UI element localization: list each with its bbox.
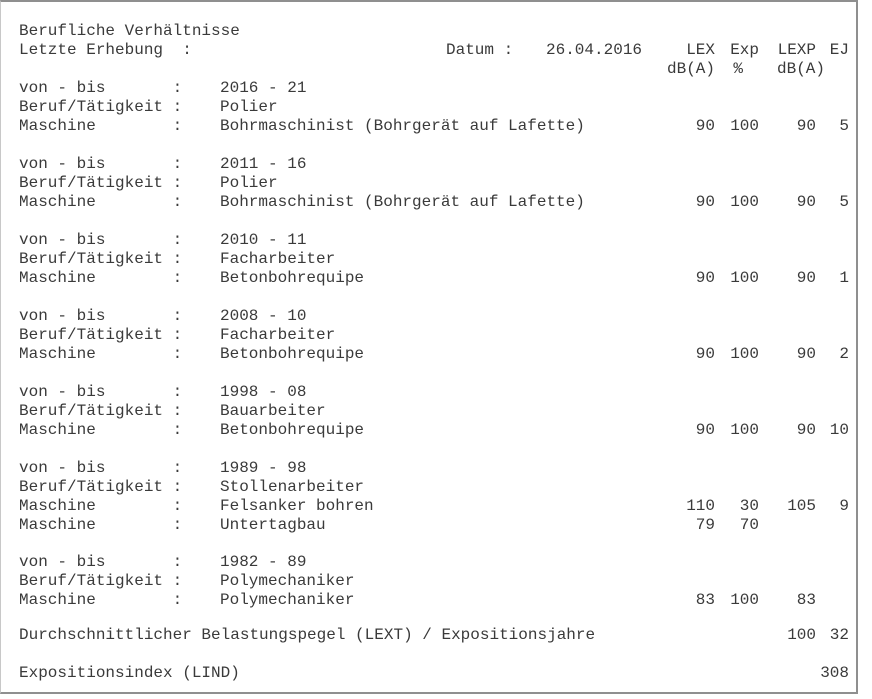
period-value: 1982 - 89: [220, 553, 307, 571]
job-value: Facharbeiter: [220, 250, 336, 268]
period-label: von - bis :: [19, 155, 183, 173]
machine-value: Felsanker bohren: [220, 497, 374, 515]
period-label: von - bis :: [19, 553, 183, 571]
lex-value: 83: [695, 591, 715, 609]
machine-label: Maschine :: [19, 269, 183, 287]
document-title: Berufliche Verhältnisse: [19, 22, 240, 40]
period-value: 1989 - 98: [220, 459, 307, 477]
exp-value: 100: [730, 345, 759, 363]
machine-value: Bohrmaschinist (Bohrgerät auf Lafette): [220, 117, 585, 135]
lexp-value: 90: [796, 269, 816, 287]
period-label: von - bis :: [19, 383, 183, 401]
job-label: Beruf/Tätigkeit :: [19, 250, 183, 268]
column-header-exp: Exp: [730, 41, 759, 59]
machine-value: Polymechaniker: [220, 591, 355, 609]
machine-label: Maschine :: [19, 497, 183, 515]
machine-label: Maschine :: [19, 117, 183, 135]
column-header-ej: EJ: [829, 41, 849, 59]
lex-value: 110: [686, 497, 715, 515]
exposure-index-label: Expositionsindex (LIND): [19, 664, 240, 682]
period-value: 2011 - 16: [220, 155, 307, 173]
period-label: von - bis :: [19, 459, 183, 477]
lexp-value: 90: [796, 117, 816, 135]
lex-value: 90: [695, 117, 715, 135]
unit-lexp: dB(A): [776, 60, 825, 78]
machine-value: Betonbohrequipe: [220, 421, 365, 439]
machine-value: Untertagbau: [220, 516, 326, 534]
lex-value: 90: [695, 345, 715, 363]
machine-label: Maschine :: [19, 516, 183, 534]
ej-value: 9: [839, 497, 849, 515]
machine-value: Betonbohrequipe: [220, 269, 365, 287]
lex-value: 90: [695, 421, 715, 439]
lexp-value: 90: [796, 193, 816, 211]
column-header-lex: LEX: [686, 41, 715, 59]
ej-value: 10: [829, 421, 849, 439]
job-label: Beruf/Tätigkeit :: [19, 98, 183, 116]
job-value: Polymechaniker: [220, 572, 355, 590]
exp-value: 100: [730, 421, 759, 439]
job-label: Beruf/Tätigkeit :: [19, 402, 183, 420]
exp-value: 30: [739, 497, 759, 515]
period-value: 2016 - 21: [220, 79, 307, 97]
ej-value: 5: [839, 117, 849, 135]
date-value: 26.04.2016: [546, 41, 643, 59]
period-label: von - bis :: [19, 79, 183, 97]
ej-value: 5: [839, 193, 849, 211]
unit-exp: %: [733, 60, 743, 78]
job-value: Bauarbeiter: [220, 402, 326, 420]
lexp-value: 90: [796, 345, 816, 363]
period-value: 1998 - 08: [220, 383, 307, 401]
unit-lex: dB(A): [666, 60, 715, 78]
period-value: 2008 - 10: [220, 307, 307, 325]
exposure-index-value: 308: [820, 664, 849, 682]
period-value: 2010 - 11: [220, 231, 307, 249]
job-label: Beruf/Tätigkeit :: [19, 478, 183, 496]
machine-value: Bohrmaschinist (Bohrgerät auf Lafette): [220, 193, 585, 211]
job-label: Beruf/Tätigkeit :: [19, 326, 183, 344]
exp-value: 100: [730, 117, 759, 135]
lex-value: 90: [695, 269, 715, 287]
job-label: Beruf/Tätigkeit :: [19, 572, 183, 590]
exp-value: 100: [730, 193, 759, 211]
job-value: Facharbeiter: [220, 326, 336, 344]
date-label: Datum :: [446, 41, 514, 59]
lexp-value: 105: [787, 497, 816, 515]
ej-value: 2: [839, 345, 849, 363]
average-level-label: Durchschnittlicher Belastungspegel (LEXT) / Expositionsjahre: [19, 626, 596, 644]
period-label: von - bis :: [19, 307, 183, 325]
exp-value: 70: [739, 516, 759, 534]
column-header-lexp: LEXP: [777, 41, 816, 59]
machine-label: Maschine :: [19, 591, 183, 609]
exp-value: 100: [730, 269, 759, 287]
lex-value: 79: [695, 516, 715, 534]
job-value: Stollenarbeiter: [220, 478, 365, 496]
average-lext-value: 100: [787, 626, 816, 644]
exp-value: 100: [730, 591, 759, 609]
machine-label: Maschine :: [19, 193, 183, 211]
lex-value: 90: [695, 193, 715, 211]
total-years-value: 32: [829, 626, 849, 644]
job-label: Beruf/Tätigkeit :: [19, 174, 183, 192]
machine-label: Maschine :: [19, 421, 183, 439]
last-survey-label: Letzte Erhebung :: [19, 41, 192, 59]
ej-value: 1: [839, 269, 849, 287]
lexp-value: 83: [796, 591, 816, 609]
job-value: Polier: [220, 174, 278, 192]
machine-label: Maschine :: [19, 345, 183, 363]
period-label: von - bis :: [19, 231, 183, 249]
machine-value: Betonbohrequipe: [220, 345, 365, 363]
job-value: Polier: [220, 98, 278, 116]
lexp-value: 90: [796, 421, 816, 439]
